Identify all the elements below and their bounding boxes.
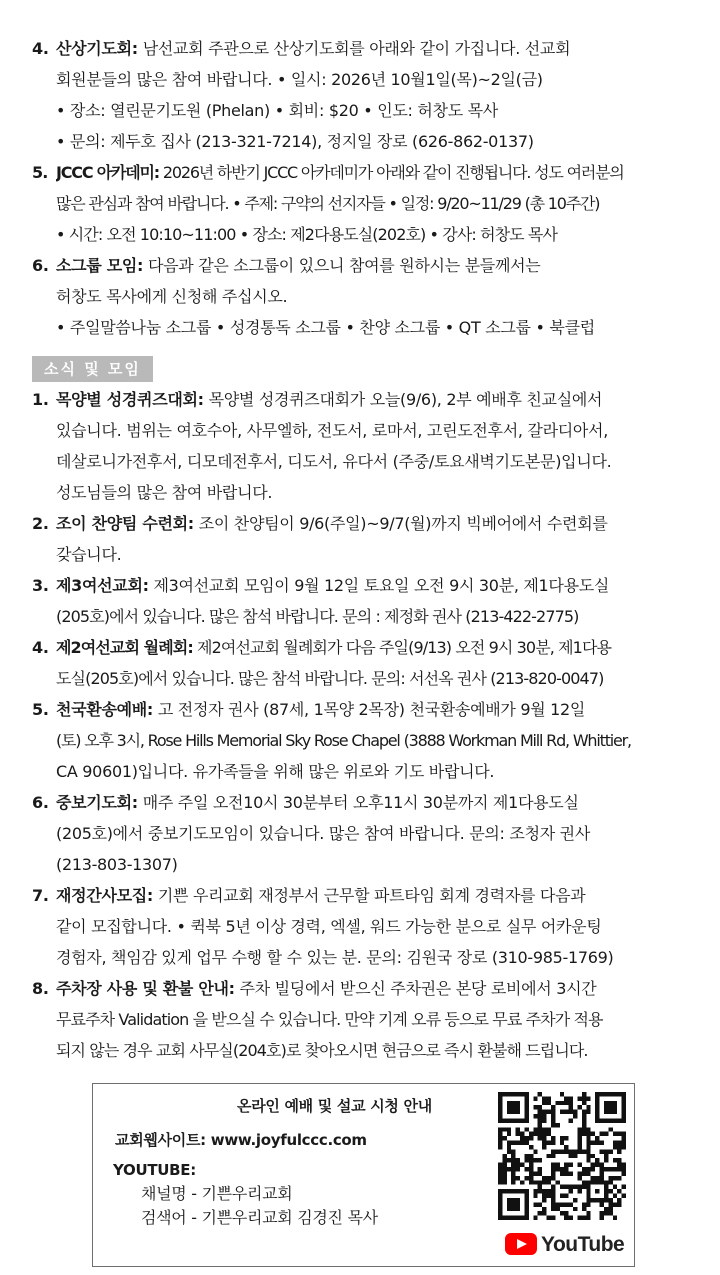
item-text: • 문의: 제두호 집사 (213-321-7214), 정지일 장로 (626-862-0137)	[56, 132, 534, 151]
item-number: 6.	[32, 793, 49, 812]
item-number: 4.	[32, 638, 49, 657]
item-text: • 주일말씀나눔 소그룹 • 성경통독 소그룹 • 찬양 소그룹 • QT 소그룹 • 북클럽	[56, 318, 595, 337]
item-text: 있습니다. 범위는 여호수아, 사무엘하, 전도서, 로마서, 고린도전후서, 갈라디아서,	[56, 421, 608, 440]
item-heading: 주차장 사용 및 환불 안내:	[56, 979, 235, 998]
website-label: 교회웹사이트:	[115, 1131, 206, 1149]
item-text: 경험자, 책임감 있게 업무 수행 할 수 있는 분. 문의: 김원국 장로 (310-985-1769)	[56, 948, 614, 967]
youtube-label: YOUTUBE:	[113, 1161, 196, 1179]
item-text: (213-803-1307)	[56, 855, 178, 874]
item-text: 도실(205호)에서 있습니다. 많은 참석 바랍니다. 문의: 서선옥 권사 (213-820-0047)	[56, 669, 604, 688]
item-text: 성도님들의 많은 참여 바랍니다.	[56, 483, 273, 502]
item-text: 많은 관심과 참여 바랍니다. • 주제: 구약의 선지자들 • 일정: 9/20~11/29 (총 10주간)	[56, 194, 600, 213]
news-item-2	[32, 508, 690, 570]
item-heading: JCCC 아카데미:	[56, 163, 159, 182]
item-text: • 장소: 열린문기도원 (Phelan) • 회비: $20 • 인도: 허창도 목사	[56, 101, 498, 120]
news-item-8	[32, 973, 690, 1066]
news-item-1	[32, 384, 690, 508]
item-text: (205호)에서 있습니다. 많은 참석 바랍니다. 문의 : 제정화 권사 (213-422-2775)	[56, 607, 579, 626]
item-text: 제3여선교회 모임이 9월 12일 토요일 오전 9시 30분, 제1다용도실	[153, 576, 610, 595]
item-text: 2026년 하반기 JCCC 아카데미가 아래와 같이 진행됩니다. 성도 여러분의	[162, 163, 624, 182]
item-text: (토) 오후 3시, Rose Hills Memorial Sky Rose Chapel (3888 Workman Mill Rd, Whittier,	[56, 731, 631, 750]
news-item-4	[32, 632, 690, 694]
prior-item-4	[32, 33, 690, 157]
item-number: 7.	[32, 886, 49, 905]
item-heading: 천국환송예배:	[56, 700, 154, 719]
item-number: 1.	[32, 390, 49, 409]
item-heading: 산상기도회:	[56, 39, 138, 58]
item-heading: 목양별 성경퀴즈대회:	[56, 390, 204, 409]
news-item-3	[32, 570, 690, 632]
item-heading: 재정간사모집:	[56, 886, 154, 905]
item-text: 주차 빌딩에서 받으신 주차권은 본당 로비에서 3시간	[239, 979, 597, 998]
item-text: 허창도 목사에게 신청해 주십시오.	[56, 287, 288, 306]
search-term: 검색어 - 기쁜우리교회 김경진 목사	[141, 1208, 378, 1227]
youtube-logo-text: YouTube	[541, 1232, 625, 1256]
item-text: 갖습니다.	[56, 545, 122, 564]
online-worship-info-box	[92, 1083, 635, 1267]
item-text: 남선교회 주관으로 산상기도회를 아래와 같이 가집니다. 선교회	[142, 39, 571, 58]
item-number: 2.	[32, 514, 49, 533]
item-text: 무료주차 Validation 을 받으실 수 있습니다. 만약 기계 오류 등으로 무료 주차가 적용	[56, 1010, 603, 1029]
item-heading: 조이 찬양팀 수련회:	[56, 514, 194, 533]
youtube-play-icon	[505, 1233, 537, 1255]
channel-name: 채널명 - 기쁜우리교회	[141, 1184, 293, 1203]
item-number: 5.	[32, 700, 49, 719]
item-number: 4.	[32, 39, 49, 58]
item-text: 같이 모집합니다. • 퀵북 5년 이상 경력, 엑셀, 워드 가능한 분으로 실무 어카운팅	[56, 917, 602, 936]
item-number: 5.	[32, 163, 48, 182]
item-text: 목양별 성경퀴즈대회가 오늘(9/6), 2부 예배후 친교실에서	[208, 390, 603, 409]
prior-item-5	[32, 157, 690, 250]
item-text: 매주 주일 오전10시 30분부터 오후11시 30분까지 제1다용도실	[142, 793, 579, 812]
prior-item-6	[32, 250, 690, 343]
website-link[interactable]: www.joyfulccc.com	[210, 1131, 367, 1149]
item-text: 데살로니가전후서, 디모데전후서, 디도서, 유다서 (주중/토요새벽기도본문)입니다.	[56, 452, 612, 471]
item-heading: 제3여선교회:	[56, 576, 149, 595]
item-text: 조이 찬양팀이 9/6(주일)~9/7(월)까지 빅베어에서 수련회를	[198, 514, 608, 533]
item-text: 제2여선교회 월례회가 다음 주일(9/13) 오전 9시 30분, 제1다용	[197, 638, 612, 657]
item-heading: 소그룹 모임:	[56, 256, 144, 275]
item-number: 3.	[32, 576, 49, 595]
item-text: (205호)에서 중보기도모임이 있습니다. 많은 참여 바랍니다. 문의: 조청자 권사	[56, 824, 590, 843]
item-text: 고 전정자 권사 (87세, 1목양 2목장) 천국환송예배가 9월 12일	[157, 700, 586, 719]
section-title-news: 소식 및 모임	[32, 356, 153, 382]
item-heading: 중보기도회:	[56, 793, 138, 812]
item-text: • 시간: 오전 10:10~11:00 • 장소: 제2다용도실(202호) • 강사: 허창도 목사	[56, 225, 558, 244]
news-item-6	[32, 787, 690, 880]
item-heading: 제2여선교회 월례회:	[56, 638, 193, 657]
item-number: 6.	[32, 256, 49, 275]
website-line	[115, 1128, 367, 1152]
info-box-title: 온라인 예배 및 설교 시청 안내	[237, 1097, 432, 1115]
item-number: 8.	[32, 979, 49, 998]
item-text: 다음과 같은 소그룹이 있으니 참여를 원하시는 분들께서는	[147, 256, 541, 275]
item-text: 되지 않는 경우 교회 사무실(204호)로 찾아오시면 현금으로 즉시 환불해 드립니다.	[56, 1041, 588, 1060]
qr-code-icon[interactable]	[498, 1092, 626, 1220]
youtube-logo[interactable]	[505, 1230, 624, 1258]
news-item-7	[32, 880, 690, 973]
item-text: 회원분들의 많은 참여 바랍니다. • 일시: 2026년 10월1일(목)~2일(금)	[56, 70, 543, 89]
item-text: CA 90601)입니다. 유가족들을 위해 많은 위로와 기도 바랍니다.	[56, 762, 495, 781]
item-text: 기쁜 우리교회 재정부서 근무할 파트타임 회계 경력자를 다음과	[157, 886, 586, 905]
news-item-5	[32, 694, 690, 787]
